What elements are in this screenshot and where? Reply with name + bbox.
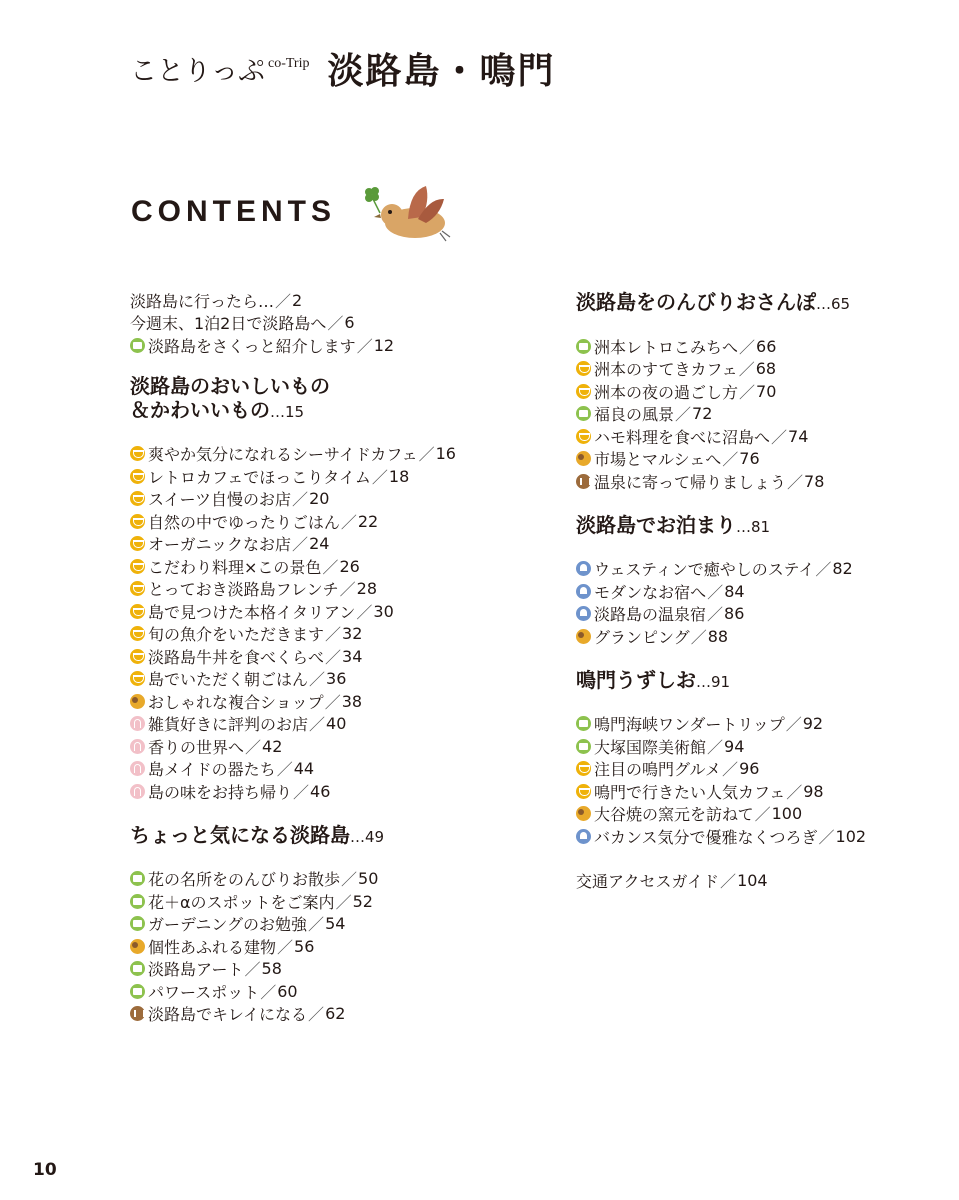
entry-page: 36 xyxy=(326,669,347,689)
separator: ／ xyxy=(322,557,339,577)
entry-page: 20 xyxy=(309,489,330,509)
section-page: …91 xyxy=(696,672,731,691)
entry-page: 86 xyxy=(724,604,745,624)
entry-title: 洲本の夜の過ごし方 xyxy=(594,382,739,402)
bird-icon xyxy=(360,183,455,245)
craft-category-icon xyxy=(130,939,145,954)
entry-page: 74 xyxy=(788,426,809,446)
entry-title: 今週末、1泊2日で淡路島へ xyxy=(130,314,327,334)
entry-title: 爽やか気分になれるシーサイドカフェ xyxy=(148,445,418,465)
entry-page: 66 xyxy=(756,336,777,356)
entry-page: 72 xyxy=(692,404,713,424)
entry-page: 28 xyxy=(356,579,378,599)
toc-entry[interactable] xyxy=(576,425,866,448)
entry-page: 44 xyxy=(293,759,315,779)
entry-page: 68 xyxy=(755,359,777,379)
separator: ／ xyxy=(707,737,724,757)
section-title-line xyxy=(130,374,456,398)
separator: ／ xyxy=(690,627,707,647)
entry-title: おしゃれな複合ショップ xyxy=(148,692,324,712)
toc-entry[interactable] xyxy=(130,713,456,736)
toc-entry[interactable] xyxy=(130,312,456,335)
separator: ／ xyxy=(276,760,293,780)
sight-category-icon xyxy=(130,894,145,909)
section-title: ちょっと気になる淡路島 xyxy=(130,822,350,847)
entry-page: 54 xyxy=(325,914,346,934)
entry-page: 24 xyxy=(309,534,330,554)
toc-entry[interactable] xyxy=(130,958,456,981)
brand-logo xyxy=(130,50,310,94)
separator: ／ xyxy=(356,336,373,356)
stay-category-icon xyxy=(576,606,591,621)
food-category-icon xyxy=(576,384,591,399)
toc-entry[interactable] xyxy=(576,580,866,603)
food-category-icon xyxy=(576,361,591,376)
toc-entry[interactable] xyxy=(576,403,866,426)
entry-page: 60 xyxy=(277,981,298,1001)
section-heading[interactable] xyxy=(130,823,456,849)
section-title: 淡路島でお泊まり xyxy=(576,512,736,537)
separator: ／ xyxy=(720,872,737,892)
entry-title: 島でいただく朝ごはん xyxy=(148,670,309,690)
separator: ／ xyxy=(675,405,692,425)
food-category-icon xyxy=(130,604,145,619)
food-category-icon xyxy=(130,581,145,596)
entry-page: 38 xyxy=(341,691,363,711)
toc-entry[interactable] xyxy=(130,645,456,668)
entry-page: 50 xyxy=(358,869,379,889)
entry-page: 6 xyxy=(344,313,355,333)
shop-category-icon xyxy=(130,761,145,776)
entry-page: 94 xyxy=(724,736,745,756)
toc-entry[interactable] xyxy=(130,533,456,556)
spa-category-icon xyxy=(130,1006,145,1021)
shop-category-icon xyxy=(130,739,145,754)
craft-category-icon xyxy=(576,806,591,821)
entry-page: 62 xyxy=(325,1004,346,1024)
toc-entry[interactable] xyxy=(130,913,456,936)
entry-title: 鳴門海峡ワンダートリップ xyxy=(594,715,785,735)
sight-category-icon xyxy=(130,916,145,931)
toc-entry[interactable] xyxy=(130,980,456,1003)
sight-category-icon xyxy=(130,961,145,976)
entry-title: 島で見つけた本格イタリアン xyxy=(148,602,356,622)
separator: ／ xyxy=(738,360,755,380)
toc-entry[interactable] xyxy=(130,623,456,646)
entry-title: ウェスティンで癒やしのステイ xyxy=(594,560,815,580)
entry-title: レトロカフェでほっこりタイム xyxy=(148,467,371,487)
sight-category-icon xyxy=(130,338,145,353)
toc-entry[interactable] xyxy=(130,555,456,578)
entry-title: 雑貨好きに評判のお店 xyxy=(148,715,309,735)
toc-entry[interactable] xyxy=(576,780,866,803)
toc-entry[interactable] xyxy=(576,735,866,758)
shop-category-icon xyxy=(130,716,145,731)
outro-entries xyxy=(576,870,866,893)
food-category-icon xyxy=(130,491,145,506)
separator: ／ xyxy=(754,805,771,825)
entry-page: 18 xyxy=(388,466,410,486)
entry-page: 46 xyxy=(310,781,331,801)
entry-page: 96 xyxy=(739,759,760,779)
food-category-icon xyxy=(130,514,145,529)
separator: ／ xyxy=(815,560,832,580)
separator: ／ xyxy=(707,605,724,625)
toc-entry[interactable] xyxy=(130,289,456,312)
entry-page: 34 xyxy=(342,646,363,666)
entry-title: 香りの世界へ xyxy=(148,737,245,757)
page-header xyxy=(130,50,556,94)
toc-entry[interactable] xyxy=(576,558,866,581)
left-column xyxy=(130,289,456,1025)
toc-entry[interactable] xyxy=(576,825,866,848)
entry-page: 40 xyxy=(326,714,347,734)
section-page: …81 xyxy=(736,517,771,536)
toc-entry[interactable] xyxy=(576,335,866,358)
entry-page: 102 xyxy=(835,826,867,846)
entry-title: 島の味をお持ち帰り xyxy=(148,782,293,802)
brand-en: co-Trip xyxy=(268,56,310,71)
separator: ／ xyxy=(818,827,835,847)
toc-entry[interactable] xyxy=(130,935,456,958)
entry-page: 16 xyxy=(435,444,456,464)
separator: ／ xyxy=(275,291,292,311)
craft-category-icon xyxy=(576,451,591,466)
food-category-icon xyxy=(130,446,145,461)
separator: ／ xyxy=(325,625,342,645)
toc-entry[interactable] xyxy=(130,578,456,601)
sight-category-icon xyxy=(576,716,591,731)
brand-jp: ことりっぷ xyxy=(130,56,265,87)
separator: ／ xyxy=(309,670,326,690)
entry-page: 2 xyxy=(292,290,303,310)
separator: ／ xyxy=(324,692,341,712)
toc-entry[interactable] xyxy=(130,443,456,466)
entry-page: 104 xyxy=(737,871,768,891)
entry-page: 56 xyxy=(294,936,315,956)
food-category-icon xyxy=(576,429,591,444)
section-title: ＆かわいいもの xyxy=(130,397,270,422)
separator: ／ xyxy=(245,737,262,757)
toc-entry[interactable] xyxy=(576,870,866,893)
toc-entry[interactable] xyxy=(576,758,866,781)
entry-page: 76 xyxy=(739,449,760,469)
section-title: 鳴門うずしお xyxy=(576,667,696,692)
separator: ／ xyxy=(340,512,357,532)
separator: ／ xyxy=(771,427,788,447)
toc-entry[interactable] xyxy=(576,380,866,403)
sight-category-icon xyxy=(130,984,145,999)
separator: ／ xyxy=(722,450,739,470)
clover-icon xyxy=(365,187,380,213)
entry-title: 淡路島でキレイになる xyxy=(148,1005,308,1025)
separator: ／ xyxy=(309,715,326,735)
separator: ／ xyxy=(292,535,309,555)
craft-category-icon xyxy=(576,629,591,644)
separator: ／ xyxy=(371,467,388,487)
food-category-icon xyxy=(130,626,145,641)
section-entries xyxy=(576,713,866,848)
entry-title: 淡路島アート xyxy=(148,960,244,980)
separator: ／ xyxy=(707,582,724,602)
entry-page: 30 xyxy=(373,601,394,621)
entry-title: 島メイドの器たち xyxy=(148,760,276,780)
section-title: 淡路島のおいしいもの xyxy=(130,373,330,398)
entry-page: 42 xyxy=(262,736,283,756)
toc-entry[interactable] xyxy=(130,668,456,691)
entry-title: ハモ料理を食べに沼島へ xyxy=(594,427,771,447)
sight-category-icon xyxy=(130,871,145,886)
entry-title: 淡路島に行ったら… xyxy=(130,291,275,311)
entry-title: 鳴門で行きたい人気カフェ xyxy=(594,782,786,802)
separator: ／ xyxy=(785,715,802,735)
entry-title: グランピング xyxy=(594,627,690,647)
toc-entry[interactable] xyxy=(576,713,866,736)
toc-entry[interactable] xyxy=(130,465,456,488)
toc-entry[interactable] xyxy=(130,334,456,357)
food-category-icon xyxy=(130,671,145,686)
separator: ／ xyxy=(339,580,356,600)
entry-title: モダンなお宿へ xyxy=(594,582,707,602)
section-page: …65 xyxy=(816,295,851,313)
entry-title: スイーツ自慢のお店 xyxy=(148,490,292,510)
stay-category-icon xyxy=(576,829,591,844)
food-category-icon xyxy=(130,469,145,484)
entry-title: 自然の中でゆったりごはん xyxy=(148,512,340,532)
entry-title: 温泉に寄って帰りましょう xyxy=(594,472,787,492)
separator: ／ xyxy=(786,782,803,802)
food-category-icon xyxy=(130,559,145,574)
food-category-icon xyxy=(576,784,591,799)
guide-title: 淡路島・鳴門 xyxy=(327,51,556,92)
entry-title: オーガニックなお店 xyxy=(148,535,292,555)
separator: ／ xyxy=(244,960,261,980)
entry-title: 個性あふれる建物 xyxy=(148,937,277,957)
separator: ／ xyxy=(293,782,310,802)
entry-page: 58 xyxy=(261,959,282,979)
entry-title: パワースポット xyxy=(148,982,260,1002)
entry-title: 花＋αのスポットをご案内 xyxy=(148,892,335,912)
toc-entry[interactable] xyxy=(576,448,866,471)
toc-entry[interactable] xyxy=(576,358,866,381)
entry-title: 大塚国際美術館 xyxy=(594,737,707,757)
entry-title: 洲本のすてきカフェ xyxy=(594,360,738,380)
separator: ／ xyxy=(787,472,804,492)
section-heading[interactable] xyxy=(130,374,456,424)
section-title-line xyxy=(576,290,866,316)
shop-category-icon xyxy=(130,784,145,799)
toc-entry[interactable] xyxy=(130,510,456,533)
toc-entry[interactable] xyxy=(130,488,456,511)
entry-page: 88 xyxy=(707,626,729,646)
section-page: …15 xyxy=(270,402,305,421)
separator: ／ xyxy=(325,647,342,667)
entry-page: 98 xyxy=(803,781,824,801)
separator: ／ xyxy=(739,382,756,402)
page-number: 10 xyxy=(33,1160,57,1180)
entry-title: ガーデニングのお勉強 xyxy=(148,915,308,935)
stay-category-icon xyxy=(576,561,591,576)
toc-entry[interactable] xyxy=(576,625,866,648)
right-column xyxy=(576,290,866,892)
entry-title: 旬の魚介をいただきます xyxy=(148,625,325,645)
toc-entry[interactable] xyxy=(130,868,456,891)
section-title-line xyxy=(130,398,456,424)
separator: ／ xyxy=(292,490,309,510)
section-entries xyxy=(576,558,866,648)
separator: ／ xyxy=(356,602,373,622)
separator: ／ xyxy=(260,982,277,1002)
spa-category-icon xyxy=(576,474,591,489)
entry-page: 70 xyxy=(756,381,777,401)
food-category-icon xyxy=(130,536,145,551)
separator: ／ xyxy=(739,337,756,357)
entry-title: 淡路島牛丼を食べくらべ xyxy=(148,647,325,667)
entry-title: 福良の風景 xyxy=(594,405,675,425)
entry-page: 26 xyxy=(339,556,360,576)
toc-entry[interactable] xyxy=(576,470,866,493)
toc-entry[interactable] xyxy=(130,690,456,713)
entry-title: 淡路島をさくっと紹介します xyxy=(148,336,356,356)
sight-category-icon xyxy=(576,739,591,754)
entry-title: 大谷焼の窯元を訪ねて xyxy=(594,805,754,825)
entry-title: とっておき淡路島フレンチ xyxy=(148,580,339,600)
contents-heading: CONTENTS xyxy=(131,195,336,228)
section-heading[interactable] xyxy=(576,290,866,316)
separator: ／ xyxy=(341,870,358,890)
toc-entry[interactable] xyxy=(130,758,456,781)
entry-title: 市場とマルシェへ xyxy=(594,450,722,470)
food-category-icon xyxy=(130,649,145,664)
toc-entry[interactable] xyxy=(576,603,866,626)
entry-page: 78 xyxy=(804,471,825,491)
separator: ／ xyxy=(308,915,325,935)
entry-title: こだわり料理×この景色 xyxy=(148,557,322,577)
separator: ／ xyxy=(327,314,344,334)
toc-entry[interactable] xyxy=(130,890,456,913)
separator: ／ xyxy=(308,1005,325,1025)
toc-entry[interactable] xyxy=(130,600,456,623)
section-title: 淡路島をのんびりおさんぽ xyxy=(576,290,816,314)
section-title-line xyxy=(576,513,866,539)
separator: ／ xyxy=(335,892,352,912)
section-entries xyxy=(130,443,456,803)
section-title-line xyxy=(576,668,866,694)
toc-entry[interactable] xyxy=(130,1003,456,1026)
stay-category-icon xyxy=(576,584,591,599)
entry-page: 22 xyxy=(357,511,379,531)
entry-page: 32 xyxy=(342,624,363,644)
entry-page: 52 xyxy=(352,891,373,911)
section-entries xyxy=(576,335,866,493)
craft-category-icon xyxy=(130,694,145,709)
entry-page: 82 xyxy=(832,559,853,579)
entry-title: 花の名所をのんびりお散歩 xyxy=(148,870,341,890)
entry-title: 交通アクセスガイド xyxy=(576,872,720,892)
entry-title: 注目の鳴門グルメ xyxy=(594,760,722,780)
separator: ／ xyxy=(277,937,294,957)
entry-page: 84 xyxy=(724,581,745,601)
entry-title: バカンス気分で優雅なくつろぎ xyxy=(594,827,818,847)
entry-page: 92 xyxy=(802,714,824,734)
entry-title: 淡路島の温泉宿 xyxy=(594,605,707,625)
section-page: …49 xyxy=(350,827,385,846)
entry-page: 12 xyxy=(373,335,395,355)
section-heading[interactable] xyxy=(576,668,866,694)
toc-entry[interactable] xyxy=(130,735,456,758)
sight-category-icon xyxy=(576,339,591,354)
section-title-line xyxy=(130,823,456,849)
entry-title: 洲本レトロこみちへ xyxy=(594,337,739,357)
section-heading[interactable] xyxy=(576,513,866,539)
entry-page: 100 xyxy=(771,804,803,824)
food-category-icon xyxy=(576,761,591,776)
section-entries xyxy=(130,868,456,1026)
sight-category-icon xyxy=(576,406,591,421)
toc-entry[interactable] xyxy=(576,803,866,826)
toc-entry[interactable] xyxy=(130,780,456,803)
separator: ／ xyxy=(418,445,435,465)
separator: ／ xyxy=(722,760,739,780)
